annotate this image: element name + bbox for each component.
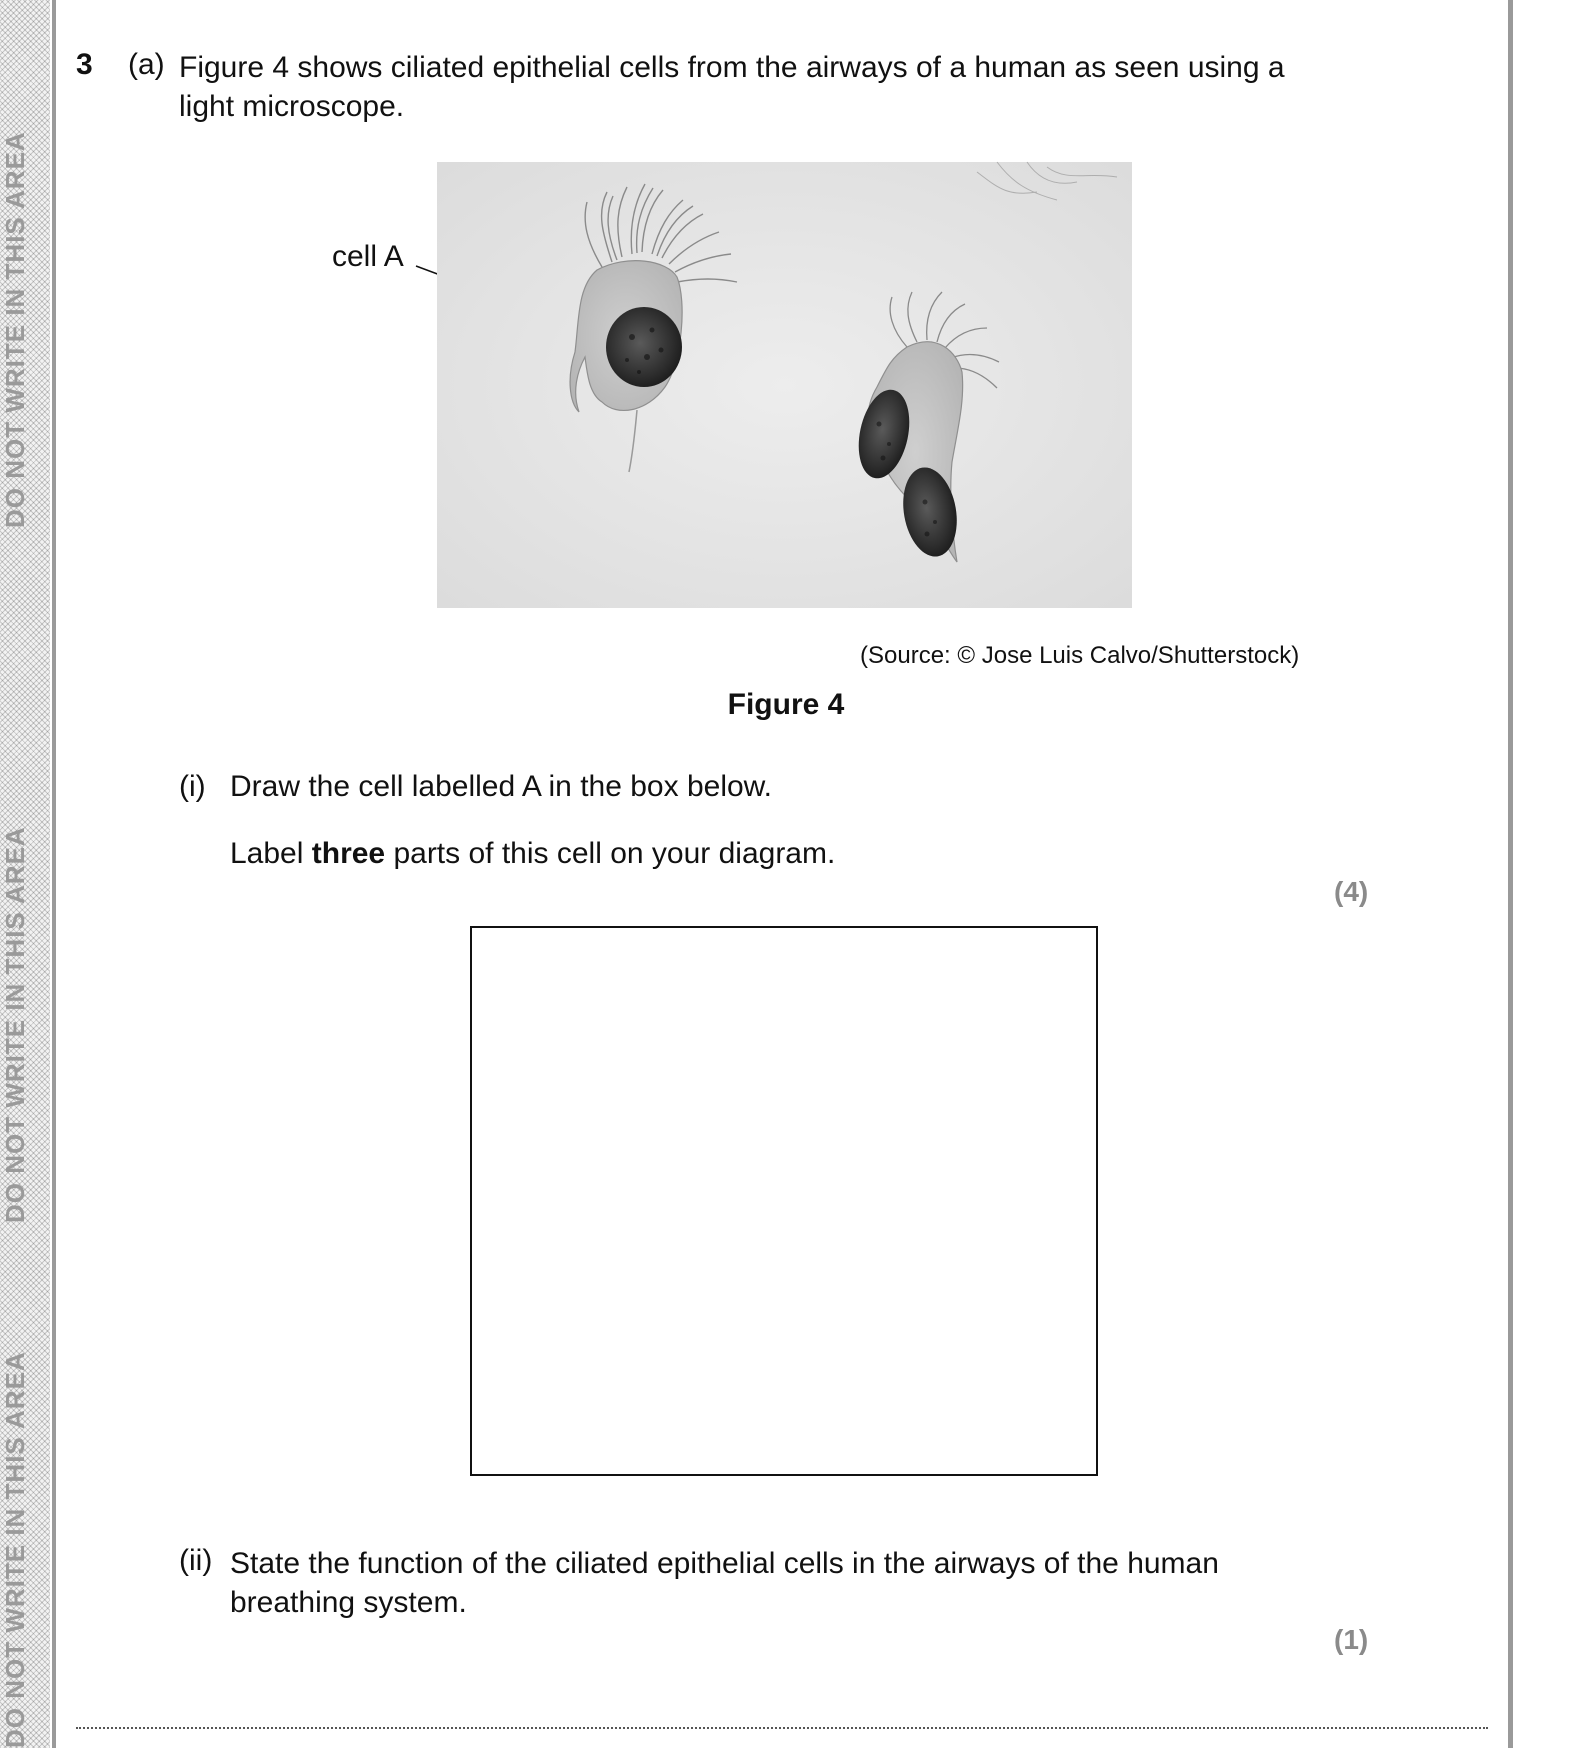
sub-question-i-instruction: Draw the cell labelled A in the box below. xyxy=(230,770,773,803)
drawing-box[interactable] xyxy=(470,926,1098,1476)
sub-question-ii-number: (ii) xyxy=(179,1544,213,1577)
marks-i: (4) xyxy=(1334,876,1369,907)
cell-a-label: cell A xyxy=(332,240,404,273)
label-suffix: parts of this cell on your diagram. xyxy=(385,837,836,870)
question-stem: Figure 4 shows ciliated epithelial cells from the airways of a human as seen using a light microscope. xyxy=(179,51,1285,123)
sub-question-i-number: (i) xyxy=(179,770,206,803)
micrograph-background xyxy=(437,162,1132,608)
micrograph xyxy=(437,162,1132,608)
figure-caption: Figure 4 xyxy=(727,688,845,721)
label-prefix: Label xyxy=(230,837,312,870)
margin-warning: DO NOT WRITE IN THIS AREA xyxy=(0,131,30,529)
sub-question-i-label-instruction xyxy=(230,837,835,871)
sub-question-ii-instruction: State the function of the ciliated epithelial cells in the airways of the human breathing system. xyxy=(230,1547,1219,1619)
question-number: 3 xyxy=(76,48,93,81)
label-emphasis: three xyxy=(311,837,386,870)
answer-line[interactable] xyxy=(76,1727,1488,1729)
cell-a-nucleus xyxy=(606,307,682,387)
question-part: (a) xyxy=(128,48,165,81)
marks-ii: (1) xyxy=(1334,1624,1369,1655)
margin-warning: DO NOT WRITE IN THIS AREA xyxy=(0,826,30,1224)
margin-warning: DO NOT WRITE IN THIS AREA xyxy=(0,1351,30,1748)
figure-source: (Source: © Jose Luis Calvo/Shutterstock) xyxy=(860,642,1300,669)
